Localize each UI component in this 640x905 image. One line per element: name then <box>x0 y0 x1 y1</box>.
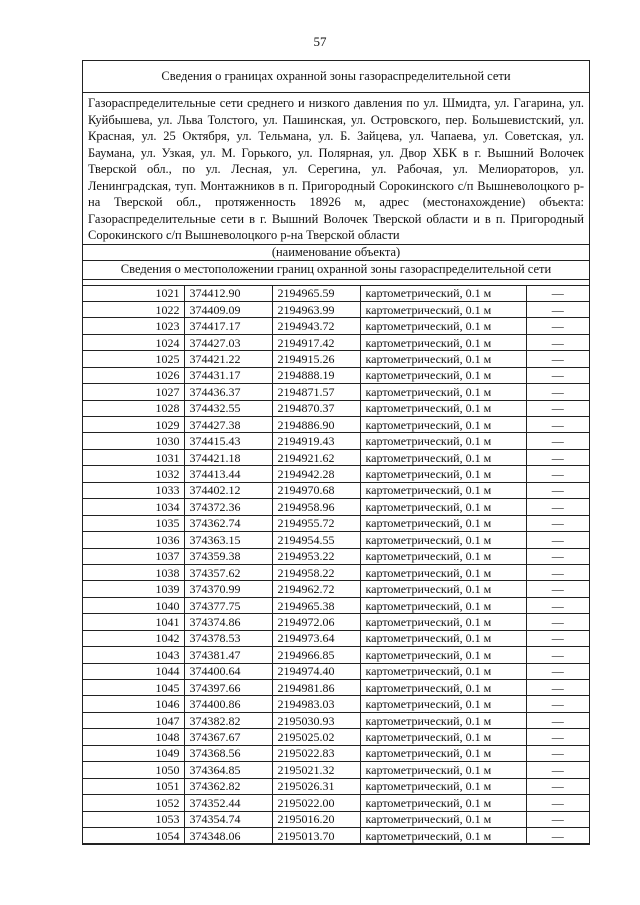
point-number-cell: 1036 <box>83 532 184 548</box>
point-number-cell: 1035 <box>83 515 184 531</box>
x-coordinate-cell: 374374.86 <box>184 614 272 630</box>
note-cell: — <box>526 762 589 778</box>
point-number-cell: 1021 <box>83 286 184 302</box>
x-coordinate-cell: 374357.62 <box>184 564 272 580</box>
table-row <box>83 499 589 515</box>
note-cell: — <box>526 614 589 630</box>
x-coordinate-cell: 374362.82 <box>184 778 272 794</box>
method-cell: картометрический, 0.1 м <box>360 564 526 580</box>
y-coordinate-cell: 2194886.90 <box>272 417 360 433</box>
y-coordinate-cell: 2194958.96 <box>272 499 360 515</box>
method-cell: картометрический, 0.1 м <box>360 286 526 302</box>
table-row <box>83 417 589 433</box>
table-row <box>83 745 589 761</box>
y-coordinate-cell: 2195025.02 <box>272 729 360 745</box>
table-row <box>83 729 589 745</box>
note-cell: — <box>526 433 589 449</box>
note-cell: — <box>526 597 589 613</box>
y-coordinate-cell: 2195030.93 <box>272 712 360 728</box>
table-row <box>83 614 589 630</box>
point-number-cell: 1031 <box>83 449 184 465</box>
section-title: Сведения о границах охранной зоны газораспределительной сети <box>83 61 589 93</box>
table-row <box>83 515 589 531</box>
y-coordinate-cell: 2194973.64 <box>272 630 360 646</box>
method-cell: картометрический, 0.1 м <box>360 614 526 630</box>
y-coordinate-cell: 2194972.06 <box>272 614 360 630</box>
point-number-cell: 1025 <box>83 351 184 367</box>
table-row <box>83 564 589 580</box>
x-coordinate-cell: 374368.56 <box>184 745 272 761</box>
point-number-cell: 1026 <box>83 367 184 383</box>
note-cell: — <box>526 630 589 646</box>
method-cell: картометрический, 0.1 м <box>360 795 526 811</box>
table-row <box>83 795 589 811</box>
y-coordinate-cell: 2195022.00 <box>272 795 360 811</box>
method-cell: картометрический, 0.1 м <box>360 449 526 465</box>
method-cell: картометрический, 0.1 м <box>360 827 526 843</box>
x-coordinate-cell: 374377.75 <box>184 597 272 613</box>
y-coordinate-cell: 2194870.37 <box>272 400 360 416</box>
method-cell: картометрический, 0.1 м <box>360 482 526 498</box>
note-cell: — <box>526 663 589 679</box>
x-coordinate-cell: 374432.55 <box>184 400 272 416</box>
x-coordinate-cell: 374417.17 <box>184 318 272 334</box>
method-cell: картометрический, 0.1 м <box>360 680 526 696</box>
location-title: Сведения о местоположении границ охранной зоны газораспределительной сети <box>83 261 589 280</box>
x-coordinate-cell: 374359.38 <box>184 548 272 564</box>
y-coordinate-cell: 2194965.38 <box>272 597 360 613</box>
table-row <box>83 482 589 498</box>
note-cell: — <box>526 532 589 548</box>
point-number-cell: 1037 <box>83 548 184 564</box>
y-coordinate-cell: 2194955.72 <box>272 515 360 531</box>
note-cell: — <box>526 384 589 400</box>
method-cell: картометрический, 0.1 м <box>360 729 526 745</box>
note-cell: — <box>526 729 589 745</box>
x-coordinate-cell: 374363.15 <box>184 532 272 548</box>
method-cell: картометрический, 0.1 м <box>360 515 526 531</box>
y-coordinate-cell: 2194921.62 <box>272 449 360 465</box>
note-cell: — <box>526 515 589 531</box>
table-row <box>83 548 589 564</box>
protection-zone-table <box>82 60 590 845</box>
y-coordinate-cell: 2194965.59 <box>272 286 360 302</box>
point-number-cell: 1047 <box>83 712 184 728</box>
table-row <box>83 449 589 465</box>
table-row <box>83 318 589 334</box>
note-cell: — <box>526 581 589 597</box>
point-number-cell: 1038 <box>83 564 184 580</box>
x-coordinate-cell: 374381.47 <box>184 647 272 663</box>
y-coordinate-cell: 2194917.42 <box>272 334 360 350</box>
y-coordinate-cell: 2194888.19 <box>272 367 360 383</box>
point-number-cell: 1023 <box>83 318 184 334</box>
object-caption: (наименование объекта) <box>83 245 589 261</box>
method-cell: картометрический, 0.1 м <box>360 762 526 778</box>
note-cell: — <box>526 367 589 383</box>
note-cell: — <box>526 564 589 580</box>
x-coordinate-cell: 374382.82 <box>184 712 272 728</box>
method-cell: картометрический, 0.1 м <box>360 811 526 827</box>
coordinates-table <box>83 286 589 845</box>
y-coordinate-cell: 2195022.83 <box>272 745 360 761</box>
table-row <box>83 367 589 383</box>
y-coordinate-cell: 2194958.22 <box>272 564 360 580</box>
point-number-cell: 1041 <box>83 614 184 630</box>
x-coordinate-cell: 374413.44 <box>184 466 272 482</box>
y-coordinate-cell: 2194953.22 <box>272 548 360 564</box>
table-row <box>83 532 589 548</box>
note-cell: — <box>526 548 589 564</box>
x-coordinate-cell: 374372.36 <box>184 499 272 515</box>
method-cell: картометрический, 0.1 м <box>360 597 526 613</box>
y-coordinate-cell: 2194962.72 <box>272 581 360 597</box>
page-number: 57 <box>313 34 327 49</box>
y-coordinate-cell: 2195026.31 <box>272 778 360 794</box>
x-coordinate-cell: 374402.12 <box>184 482 272 498</box>
table-row <box>83 597 589 613</box>
table-row <box>83 680 589 696</box>
method-cell: картометрический, 0.1 м <box>360 466 526 482</box>
x-coordinate-cell: 374352.44 <box>184 795 272 811</box>
method-cell: картометрический, 0.1 м <box>360 318 526 334</box>
x-coordinate-cell: 374421.22 <box>184 351 272 367</box>
x-coordinate-cell: 374348.06 <box>184 827 272 843</box>
x-coordinate-cell: 374415.43 <box>184 433 272 449</box>
method-cell: картометрический, 0.1 м <box>360 417 526 433</box>
method-cell: картометрический, 0.1 м <box>360 301 526 317</box>
note-cell: — <box>526 334 589 350</box>
point-number-cell: 1024 <box>83 334 184 350</box>
y-coordinate-cell: 2195016.20 <box>272 811 360 827</box>
method-cell: картометрический, 0.1 м <box>360 334 526 350</box>
method-cell: картометрический, 0.1 м <box>360 384 526 400</box>
point-number-cell: 1042 <box>83 630 184 646</box>
note-cell: — <box>526 795 589 811</box>
table-row <box>83 433 589 449</box>
point-number-cell: 1032 <box>83 466 184 482</box>
y-coordinate-cell: 2194915.26 <box>272 351 360 367</box>
table-row <box>83 811 589 827</box>
point-number-cell: 1039 <box>83 581 184 597</box>
point-number-cell: 1054 <box>83 827 184 843</box>
point-number-cell: 1028 <box>83 400 184 416</box>
note-cell: — <box>526 680 589 696</box>
y-coordinate-cell: 2194981.86 <box>272 680 360 696</box>
x-coordinate-cell: 374362.74 <box>184 515 272 531</box>
x-coordinate-cell: 374378.53 <box>184 630 272 646</box>
method-cell: картометрический, 0.1 м <box>360 663 526 679</box>
note-cell: — <box>526 351 589 367</box>
note-cell: — <box>526 482 589 498</box>
note-cell: — <box>526 499 589 515</box>
method-cell: картометрический, 0.1 м <box>360 548 526 564</box>
x-coordinate-cell: 374400.64 <box>184 663 272 679</box>
table-row <box>83 762 589 778</box>
method-cell: картометрический, 0.1 м <box>360 400 526 416</box>
y-coordinate-cell: 2194954.55 <box>272 532 360 548</box>
note-cell: — <box>526 696 589 712</box>
point-number-cell: 1044 <box>83 663 184 679</box>
note-cell: — <box>526 400 589 416</box>
method-cell: картометрический, 0.1 м <box>360 499 526 515</box>
point-number-cell: 1048 <box>83 729 184 745</box>
table-row <box>83 351 589 367</box>
x-coordinate-cell: 374421.18 <box>184 449 272 465</box>
point-number-cell: 1050 <box>83 762 184 778</box>
note-cell: — <box>526 745 589 761</box>
x-coordinate-cell: 374427.38 <box>184 417 272 433</box>
table-row <box>83 400 589 416</box>
note-cell: — <box>526 449 589 465</box>
y-coordinate-cell: 2194942.28 <box>272 466 360 482</box>
point-number-cell: 1051 <box>83 778 184 794</box>
x-coordinate-cell: 374431.17 <box>184 367 272 383</box>
x-coordinate-cell: 374370.99 <box>184 581 272 597</box>
x-coordinate-cell: 374409.09 <box>184 301 272 317</box>
x-coordinate-cell: 374364.85 <box>184 762 272 778</box>
method-cell: картометрический, 0.1 м <box>360 778 526 794</box>
method-cell: картометрический, 0.1 м <box>360 532 526 548</box>
table-row <box>83 647 589 663</box>
point-number-cell: 1052 <box>83 795 184 811</box>
y-coordinate-cell: 2194943.72 <box>272 318 360 334</box>
y-coordinate-cell: 2194963.99 <box>272 301 360 317</box>
table-row <box>83 286 589 302</box>
point-number-cell: 1040 <box>83 597 184 613</box>
table-row <box>83 712 589 728</box>
point-number-cell: 1034 <box>83 499 184 515</box>
y-coordinate-cell: 2194919.43 <box>272 433 360 449</box>
y-coordinate-cell: 2194983.03 <box>272 696 360 712</box>
note-cell: — <box>526 318 589 334</box>
method-cell: картометрический, 0.1 м <box>360 712 526 728</box>
method-cell: картометрический, 0.1 м <box>360 433 526 449</box>
table-row <box>83 663 589 679</box>
method-cell: картометрический, 0.1 м <box>360 745 526 761</box>
note-cell: — <box>526 286 589 302</box>
x-coordinate-cell: 374427.03 <box>184 334 272 350</box>
note-cell: — <box>526 647 589 663</box>
note-cell: — <box>526 827 589 843</box>
table-row <box>83 696 589 712</box>
point-number-cell: 1046 <box>83 696 184 712</box>
table-row <box>83 581 589 597</box>
x-coordinate-cell: 374436.37 <box>184 384 272 400</box>
note-cell: — <box>526 811 589 827</box>
point-number-cell: 1029 <box>83 417 184 433</box>
table-row <box>83 301 589 317</box>
point-number-cell: 1022 <box>83 301 184 317</box>
y-coordinate-cell: 2195013.70 <box>272 827 360 843</box>
point-number-cell: 1033 <box>83 482 184 498</box>
y-coordinate-cell: 2195021.32 <box>272 762 360 778</box>
point-number-cell: 1030 <box>83 433 184 449</box>
method-cell: картометрический, 0.1 м <box>360 630 526 646</box>
method-cell: картометрический, 0.1 м <box>360 647 526 663</box>
x-coordinate-cell: 374412.90 <box>184 286 272 302</box>
note-cell: — <box>526 712 589 728</box>
y-coordinate-cell: 2194871.57 <box>272 384 360 400</box>
table-row <box>83 778 589 794</box>
point-number-cell: 1049 <box>83 745 184 761</box>
table-row <box>83 466 589 482</box>
y-coordinate-cell: 2194966.85 <box>272 647 360 663</box>
point-number-cell: 1043 <box>83 647 184 663</box>
object-description: Газораспределительные сети среднего и низкого давления по ул. Шмидта, ул. Гагарина, ул. Куйбышева, ул. Льва Толстого, ул. Пашинская, ул. Островского, пер. Большевистский, ул. Красная, ул. 25 Октября, ул. Тельмана, ул. Б. Зайцева, ул. Чапаева, ул. Советская, ул. Баумана, ул. Узкая, ул. М. Горького, ул. Полярная, ул. Двор ХБК в г. Вышний Волочек Тверской обл., по ул. Лесная, ул. Серегина, ул. Рабочая, ул. Мелиораторов, ул. Ленинградская, туп. Монтажников в п. Пригородный Сорокинского с/п Вышневолоцкого р-на Тверской обл., протяженность 18926 м, адрес (местонахождение) объекта: Газораспределительные сети в г. Вышний Волочек Тверской области и в п. Пригородный Сорокинского с/п Вышневолоцкого р-на Тверской области <box>83 93 589 245</box>
method-cell: картометрический, 0.1 м <box>360 696 526 712</box>
method-cell: картометрический, 0.1 м <box>360 367 526 383</box>
point-number-cell: 1045 <box>83 680 184 696</box>
point-number-cell: 1027 <box>83 384 184 400</box>
table-row <box>83 384 589 400</box>
note-cell: — <box>526 778 589 794</box>
method-cell: картометрический, 0.1 м <box>360 351 526 367</box>
x-coordinate-cell: 374397.66 <box>184 680 272 696</box>
method-cell: картометрический, 0.1 м <box>360 581 526 597</box>
y-coordinate-cell: 2194970.68 <box>272 482 360 498</box>
x-coordinate-cell: 374354.74 <box>184 811 272 827</box>
x-coordinate-cell: 374400.86 <box>184 696 272 712</box>
y-coordinate-cell: 2194974.40 <box>272 663 360 679</box>
point-number-cell: 1053 <box>83 811 184 827</box>
note-cell: — <box>526 466 589 482</box>
table-row <box>83 827 589 843</box>
note-cell: — <box>526 417 589 433</box>
table-row <box>83 334 589 350</box>
note-cell: — <box>526 301 589 317</box>
table-row <box>83 630 589 646</box>
x-coordinate-cell: 374367.67 <box>184 729 272 745</box>
